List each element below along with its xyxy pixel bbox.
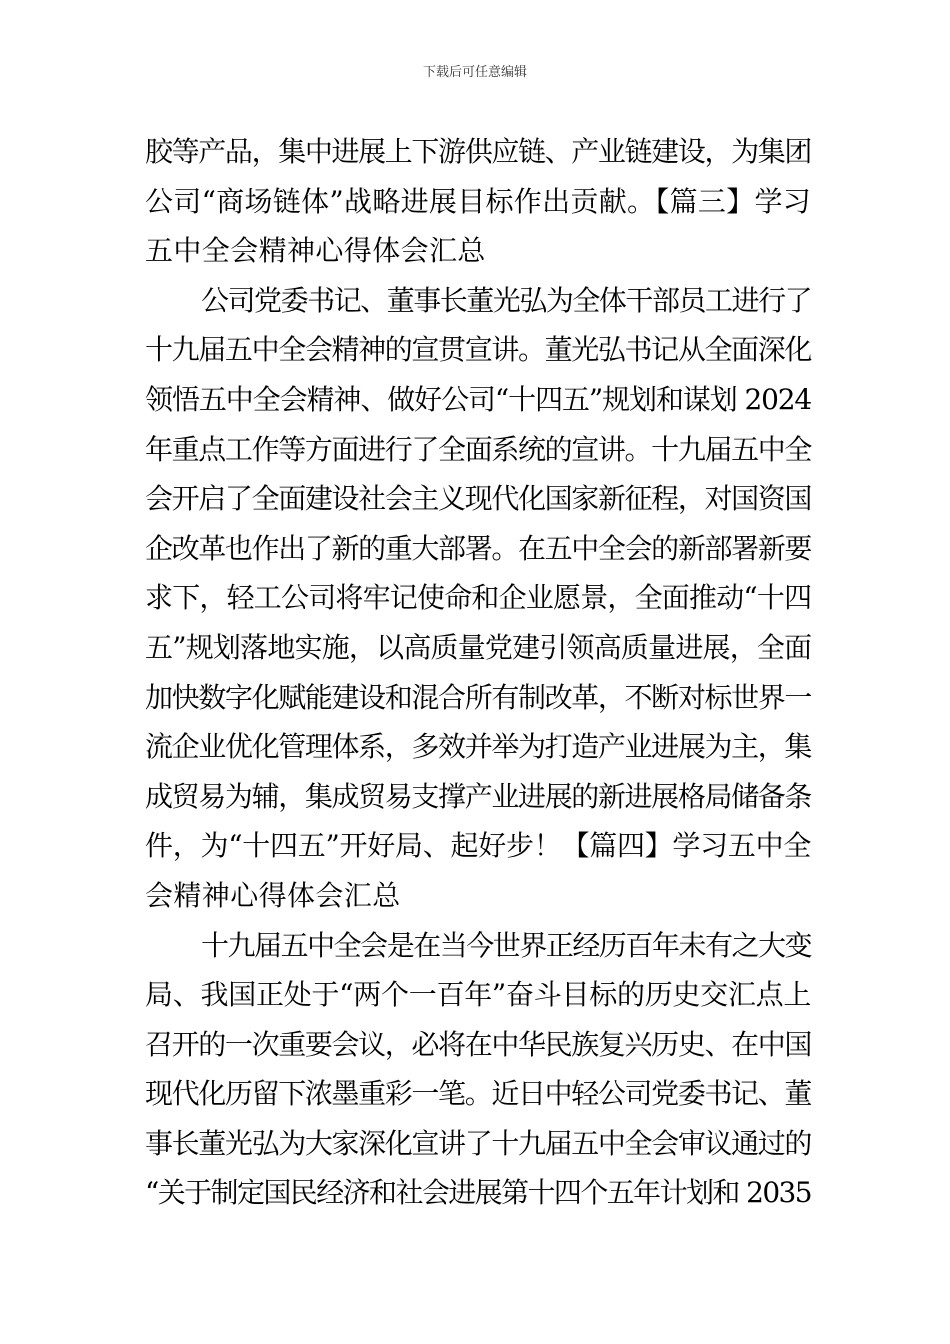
text-line: 公司“商场链体”战略进展目标作出贡献。【篇三】学习 <box>145 184 811 218</box>
text-line: 十九届五中全会精神的宣贯宣讲。董光弘书记从全面深化 <box>145 333 811 367</box>
text-line: 五中全会精神心得体会汇总 <box>145 234 486 268</box>
page-header: 下载后可任意编辑 <box>422 65 527 80</box>
text-line: 局、我国正处于“两个一百年”奋斗目标的历史交汇点上 <box>145 978 811 1012</box>
text-line: 事长董光弘为大家深化宣讲了十九届五中全会审议通过的 <box>145 1126 811 1160</box>
text-line: 会精神心得体会汇总 <box>145 878 401 912</box>
text-line: 会开启了全面建设社会主义现代化国家新征程，对国资国 <box>145 482 811 516</box>
text-line: 召开的一次重要会议，必将在中华民族复兴历史、在中国 <box>145 1027 811 1061</box>
paragraph-first-line: 公司党委书记、董事长董光弘为全体干部员工进行了 <box>201 283 811 317</box>
text-line: 企改革也作出了新的重大部署。在五中全会的新部署新要 <box>145 531 811 565</box>
text-line: 领悟五中全会精神、做好公司“十四五”规划和谋划 2024 <box>145 382 811 416</box>
text-line: 件，为“十四五”开好局、起好步！【篇四】学习五中全 <box>145 829 811 863</box>
text-line: 成贸易为辅，集成贸易支撑产业进展的新进展格局储备条 <box>145 779 811 813</box>
document-body <box>145 127 811 1218</box>
text-line: 求下，轻工公司将牢记使命和企业愿景，全面推动“十四 <box>145 581 812 615</box>
text-line: 流企业优化管理体系，多效并举为打造产业进展为主，集 <box>145 730 811 764</box>
text-line: 加快数字化赋能建设和混合所有制改革，不断对标世界一 <box>145 680 811 714</box>
text-line: 五”规划落地实施，以高质量党建引领高质量进展，全面 <box>145 630 812 664</box>
text-line: 胶等产品，集中进展上下游供应链、产业链建设，为集团 <box>145 135 811 168</box>
text-line: 年重点工作等方面进行了全面系统的宣讲。十九届五中全 <box>145 432 811 466</box>
paragraph-first-line: 十九届五中全会是在当今世界正经历百年未有之大变 <box>201 928 811 962</box>
text-line: 现代化历留下浓墨重彩一笔。近日中轻公司党委书记、董 <box>145 1077 811 1111</box>
text-line: “关于制定国民经济和社会进展第十四个五年计划和 2035 <box>145 1176 811 1210</box>
